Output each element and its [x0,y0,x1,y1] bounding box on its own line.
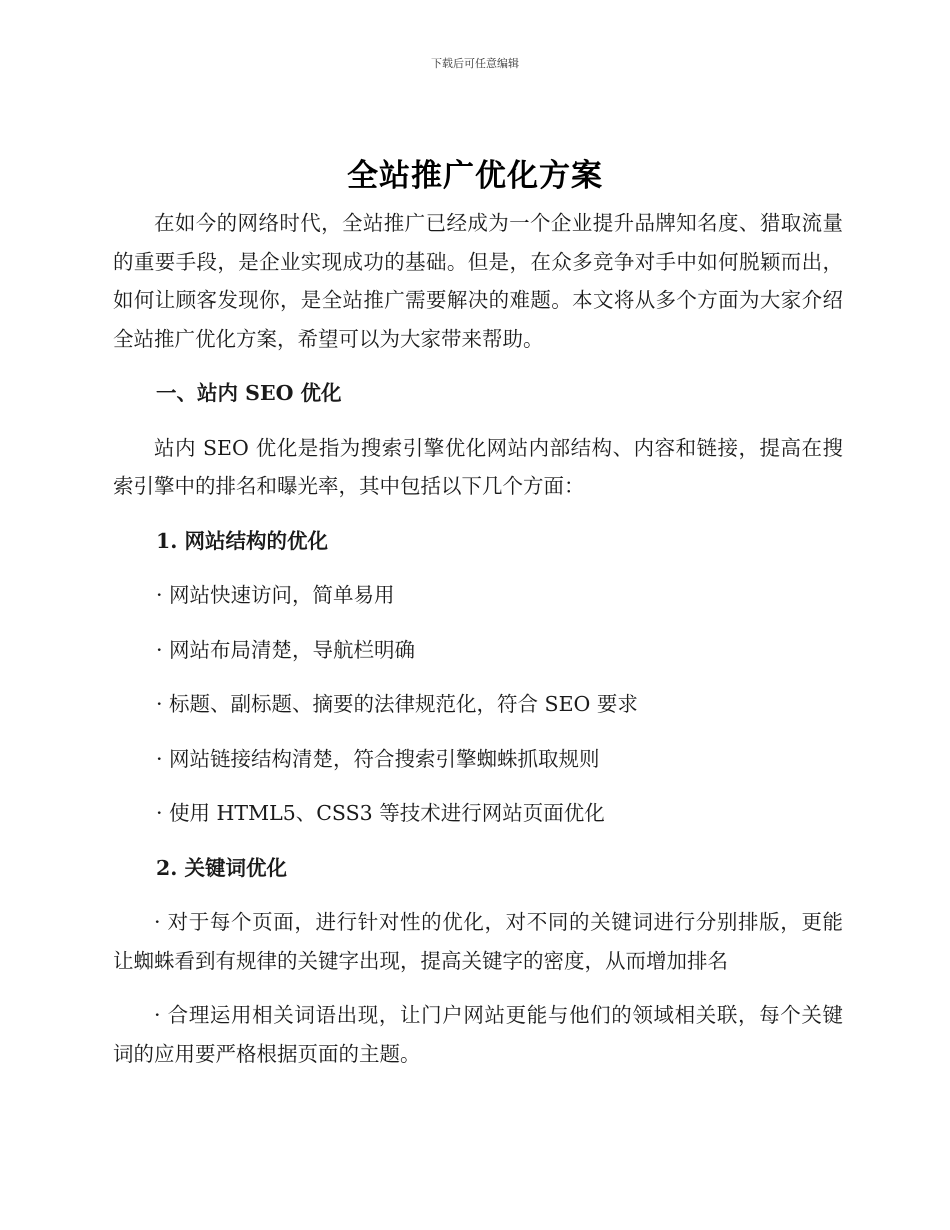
list-item: · 网站布局清楚，导航栏明确 [156,637,416,662]
subsection-heading-keywords: 2. 关键词优化 [156,855,288,880]
list-item: · 网站链接结构清楚，符合搜索引擎蜘蛛抓取规则 [156,746,600,771]
section-description: 站内 SEO 优化是指为搜索引擎优化网站内部结构、内容和链接，提高在搜索引擎中的排名和曝光率，其中包括以下几个方面： [113,435,843,498]
list-item: · 网站快速访问，简单易用 [156,583,395,607]
document-body [113,204,843,1073]
document-title: 全站推广优化方案 [347,158,603,194]
list-item: · 标题、副标题、摘要的法律规范化，符合 SEO 要求 [156,692,638,716]
intro-paragraph: 在如今的网络时代，全站推广已经成为一个企业提升品牌知名度、猎取流量的重要手段，是企业实现成功的基础。但是，在众多竞争对手中如何脱颖而出，如何让顾客发现你，是全站推广需要解决的难题。本文将从多个方面为大家介绍全站推广优化方案，希望可以为大家带来帮助。 [113,211,843,351]
list-item: · 对于每个页面，进行针对性的优化，对不同的关键词进行分别排版，更能让蜘蛛看到有规律的关键字出现，提高关键字的密度，从而增加排名 [113,910,843,973]
header-note: 下载后可任意编辑 [431,57,519,70]
subsection-heading-structure: 1. 网站结构的优化 [156,528,329,553]
list-item: · 合理运用相关词语出现，让门户网站更能与他们的领域相关联，每个关键词的应用要严格根据页面的主题。 [113,1003,843,1066]
section-heading-onsite-seo: 一、站内 SEO 优化 [156,381,342,405]
list-item: · 使用 HTML5、CSS3 等技术进行网站页面优化 [156,801,605,825]
